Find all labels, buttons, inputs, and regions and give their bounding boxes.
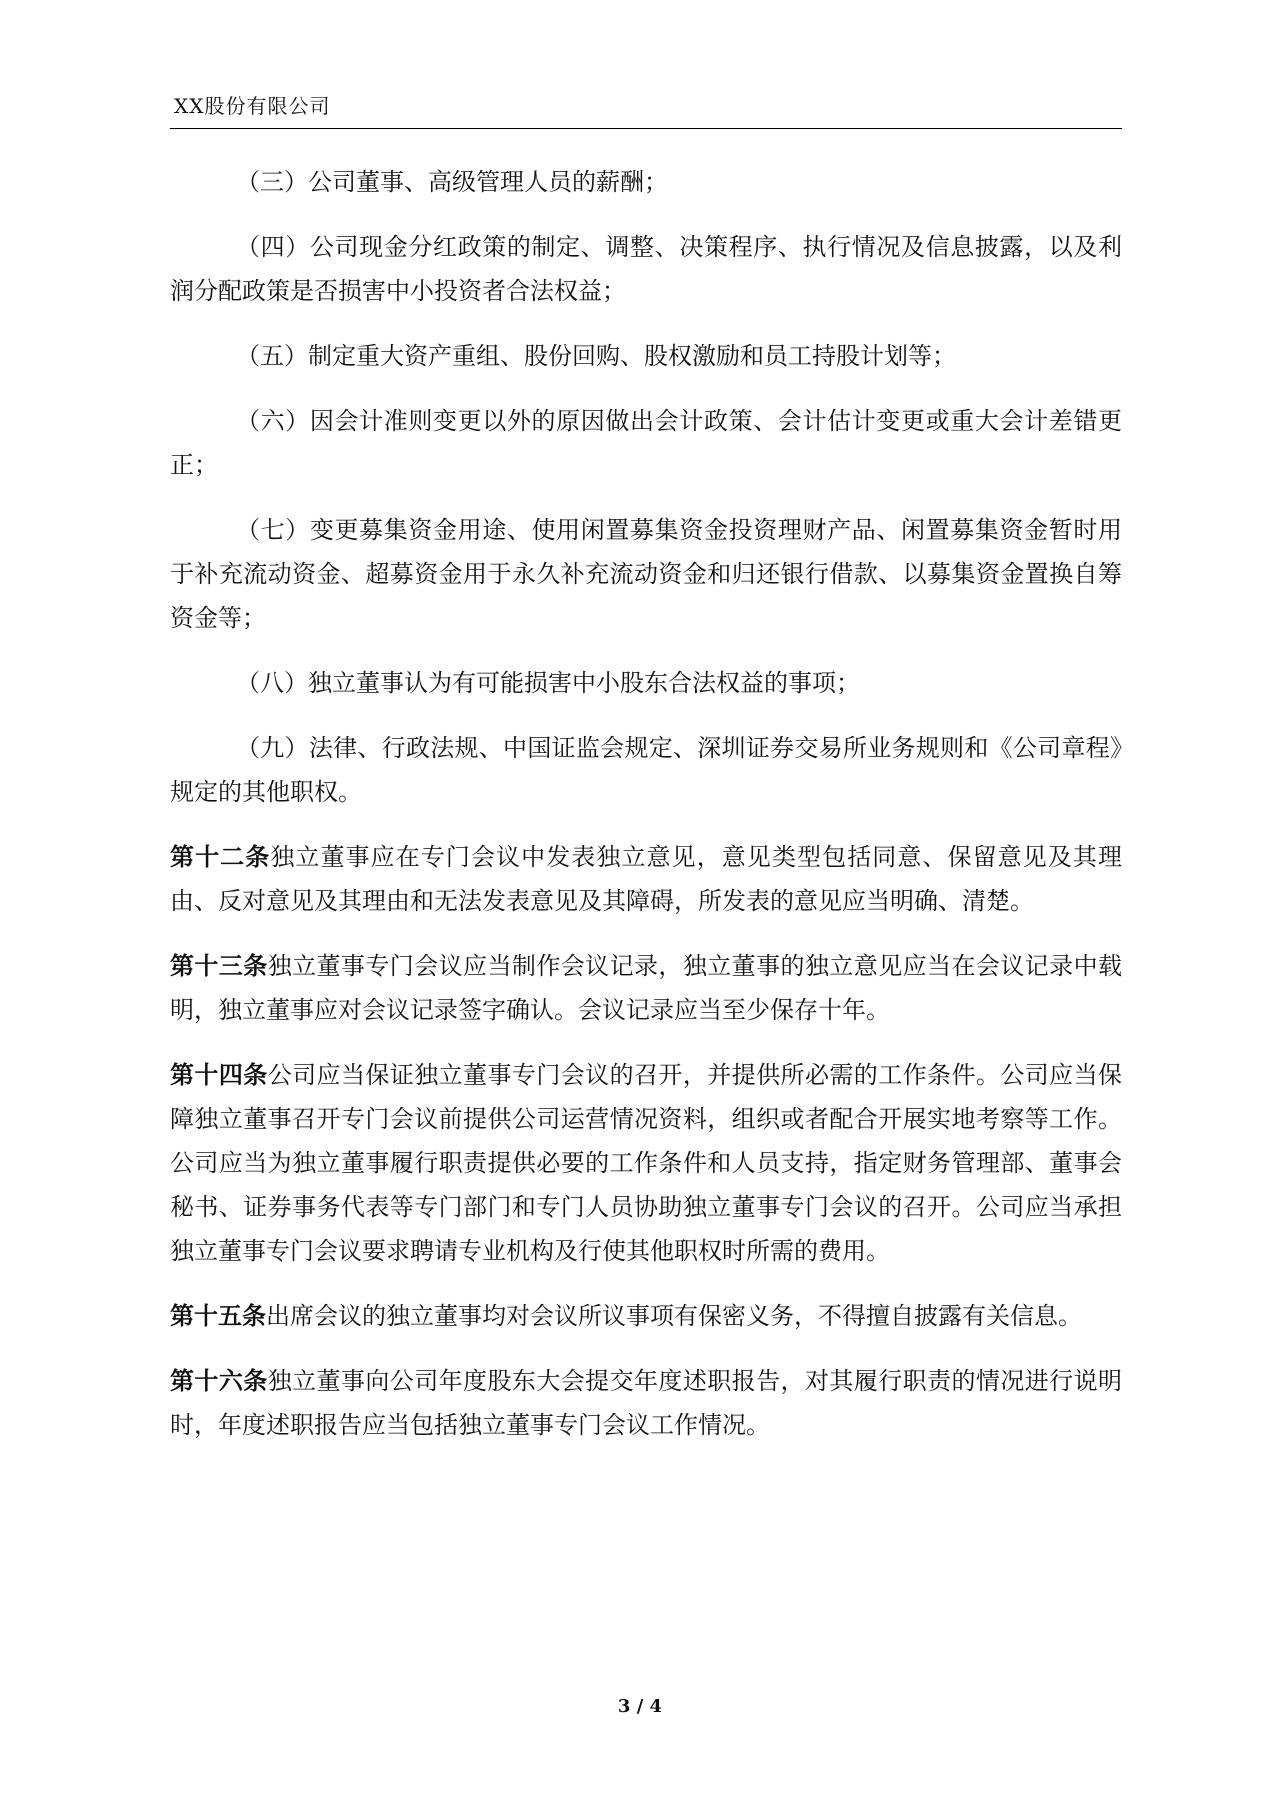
article-text: 独立董事向公司年度股东大会提交年度述职报告，对其履行职责的情况进行说明时，年度述职报告应当包括独立董事专门会议工作情况。 [170,1367,1123,1439]
company-name: XX股份有限公司 [174,94,331,118]
article-14 [170,1053,1122,1273]
article-13 [170,944,1122,1032]
article-label: 第十二条 [170,842,271,871]
article-label: 第十四条 [170,1060,268,1089]
list-item: （三）公司董事、高级管理人员的薪酬； [236,168,668,196]
list-item: （八）独立董事认为有可能损害中小股东合法权益的事项； [236,669,860,697]
list-item: （六）因会计准则变更以外的原因做出会计政策、会计估计变更或重大会计差错更正； [170,407,1122,479]
list-item: （七）变更募集资金用途、使用闲置募集资金投资理财产品、闲置募集资金暂时用于补充流动资金、超募资金用于永久补充流动资金和归还银行借款、以募集资金置换自筹资金等； [170,516,1122,632]
article-label: 第十六条 [170,1366,268,1395]
article-text: 独立董事应在专门会议中发表独立意见，意见类型包括同意、保留意见及其理由、反对意见及其理由和无法发表意见及其障碍，所发表的意见应当明确、清楚。 [170,843,1123,915]
article-text: 独立董事专门会议应当制作会议记录，独立董事的独立意见应当在会议记录中载明，独立董事应对会议记录签字确认。会议记录应当至少保存十年。 [170,952,1123,1024]
list-item: （五）制定重大资产重组、股份回购、股权激励和员工持股计划等； [236,342,956,370]
article-text: 出席会议的独立董事均对会议所议事项有保密义务，不得擅自披露有关信息。 [266,1302,1082,1330]
document-body [170,160,1122,1468]
list-item: （九）法律、行政法规、中国证监会规定、深圳证券交易所业务规则和《公司章程》规定的其他职权。 [170,734,1122,806]
article-15 [170,1294,1122,1338]
article-text: 公司应当保证独立董事专门会议的召开，并提供所必需的工作条件。公司应当保障独立董事召开专门会议前提供公司运营情况资料，组织或者配合开展实地考察等工作。公司应当为独立董事履行职责提供必要的工作条件和人员支持，指定财务管理部、董事会秘书、证券事务代表等专门部门和专门人员协助独立董事专门会议的召开。公司应当承担独立董事专门会议要求聘请专业机构及行使其他职权时所需的费用。 [170,1061,1123,1265]
article-label: 第十五条 [170,1301,266,1330]
article-label: 第十三条 [170,951,268,980]
article-12 [170,835,1122,923]
article-16 [170,1359,1122,1447]
page-number: 3 / 4 [617,1696,663,1717]
list-item: （四）公司现金分红政策的制定、调整、决策程序、执行情况及信息披露，以及利润分配政策是否损害中小投资者合法权益； [170,233,1122,305]
page-header [170,92,1122,129]
